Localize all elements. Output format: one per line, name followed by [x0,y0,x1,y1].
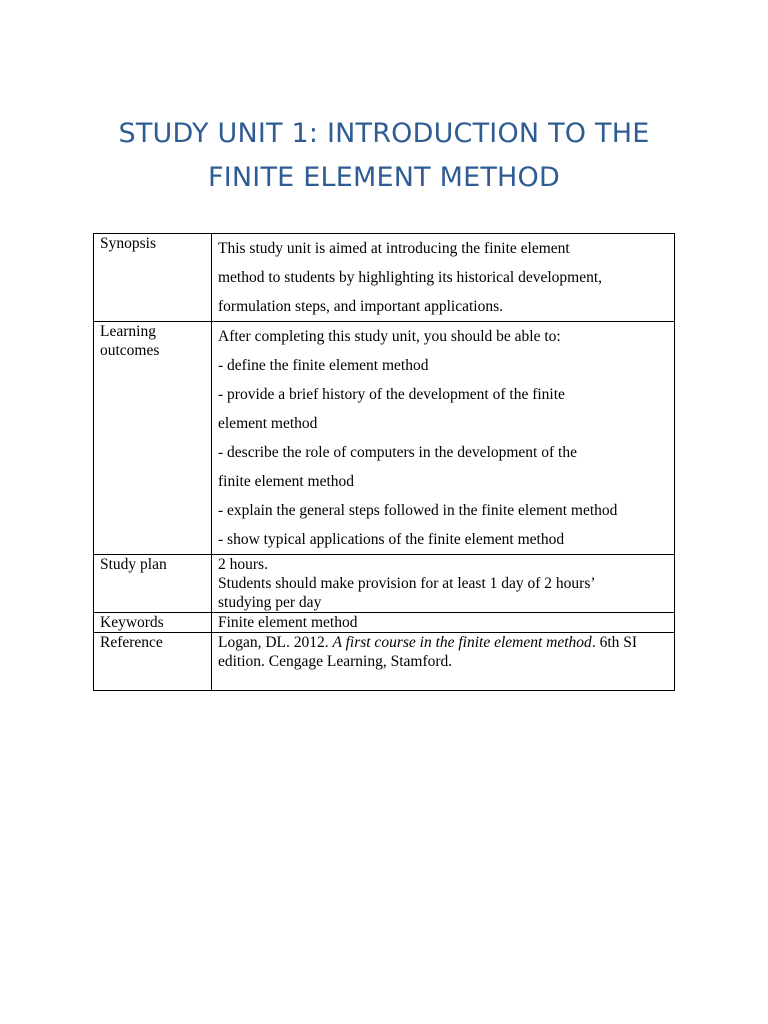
learning-outcomes-label [94,322,212,555]
outcome-line: element method [218,415,318,432]
table-row-reference [94,633,675,691]
study-plan-content [212,555,675,613]
keywords-label: Keywords [94,613,212,633]
reference-suffix: . 6th SI [591,634,638,651]
reference-line-1 [218,633,668,652]
outcome-line: After completing this study unit, you should be able to: [218,328,561,345]
outcome-line: finite element method [218,473,355,490]
synopsis-label: Synopsis [94,234,212,322]
title-line-1: STUDY UNIT 1: INTRODUCTION TO THE [118,118,650,149]
learning-outcomes-label-line: Learning [100,323,156,340]
outcome-line: - show typical applications of the finite element method [218,531,565,548]
outcome-line: - explain the general steps followed in the finite element method [218,502,618,519]
reference-content [212,633,675,691]
outcome-line: - define the finite element method [218,357,429,374]
synopsis-content [212,234,675,322]
page-title [80,112,688,200]
reference-label: Reference [94,633,212,691]
reference-prefix: Logan, DL. 2012. [218,634,333,651]
table-row-keywords [94,613,675,633]
study-plan-label: Study plan [94,555,212,613]
synopsis-line: formulation steps, and important applications. [218,298,503,315]
learning-outcomes-content [212,322,675,555]
study-plan-line: 2 hours. [218,556,268,573]
study-plan-line: studying per day [218,594,322,611]
table-row-synopsis [94,234,675,322]
study-unit-table [93,233,675,691]
title-line-2: FINITE ELEMENT METHOD [208,162,560,193]
learning-outcomes-label-line: outcomes [100,342,160,359]
keywords-value: Finite element method [212,613,675,633]
table-row-study-plan [94,555,675,613]
reference-line-2: edition. Cengage Learning, Stamford. [218,653,453,670]
table-row-learning-outcomes [94,322,675,555]
study-plan-line: Students should make provision for at least 1 day of 2 hours’ [218,575,596,592]
reference-book-title: A first course in the finite element method [332,634,592,651]
synopsis-line: method to students by highlighting its historical development, [218,269,603,286]
synopsis-line: This study unit is aimed at introducing the finite element [218,240,570,257]
outcome-line: - provide a brief history of the development of the finite [218,386,565,403]
outcome-line: - describe the role of computers in the development of the [218,444,577,461]
